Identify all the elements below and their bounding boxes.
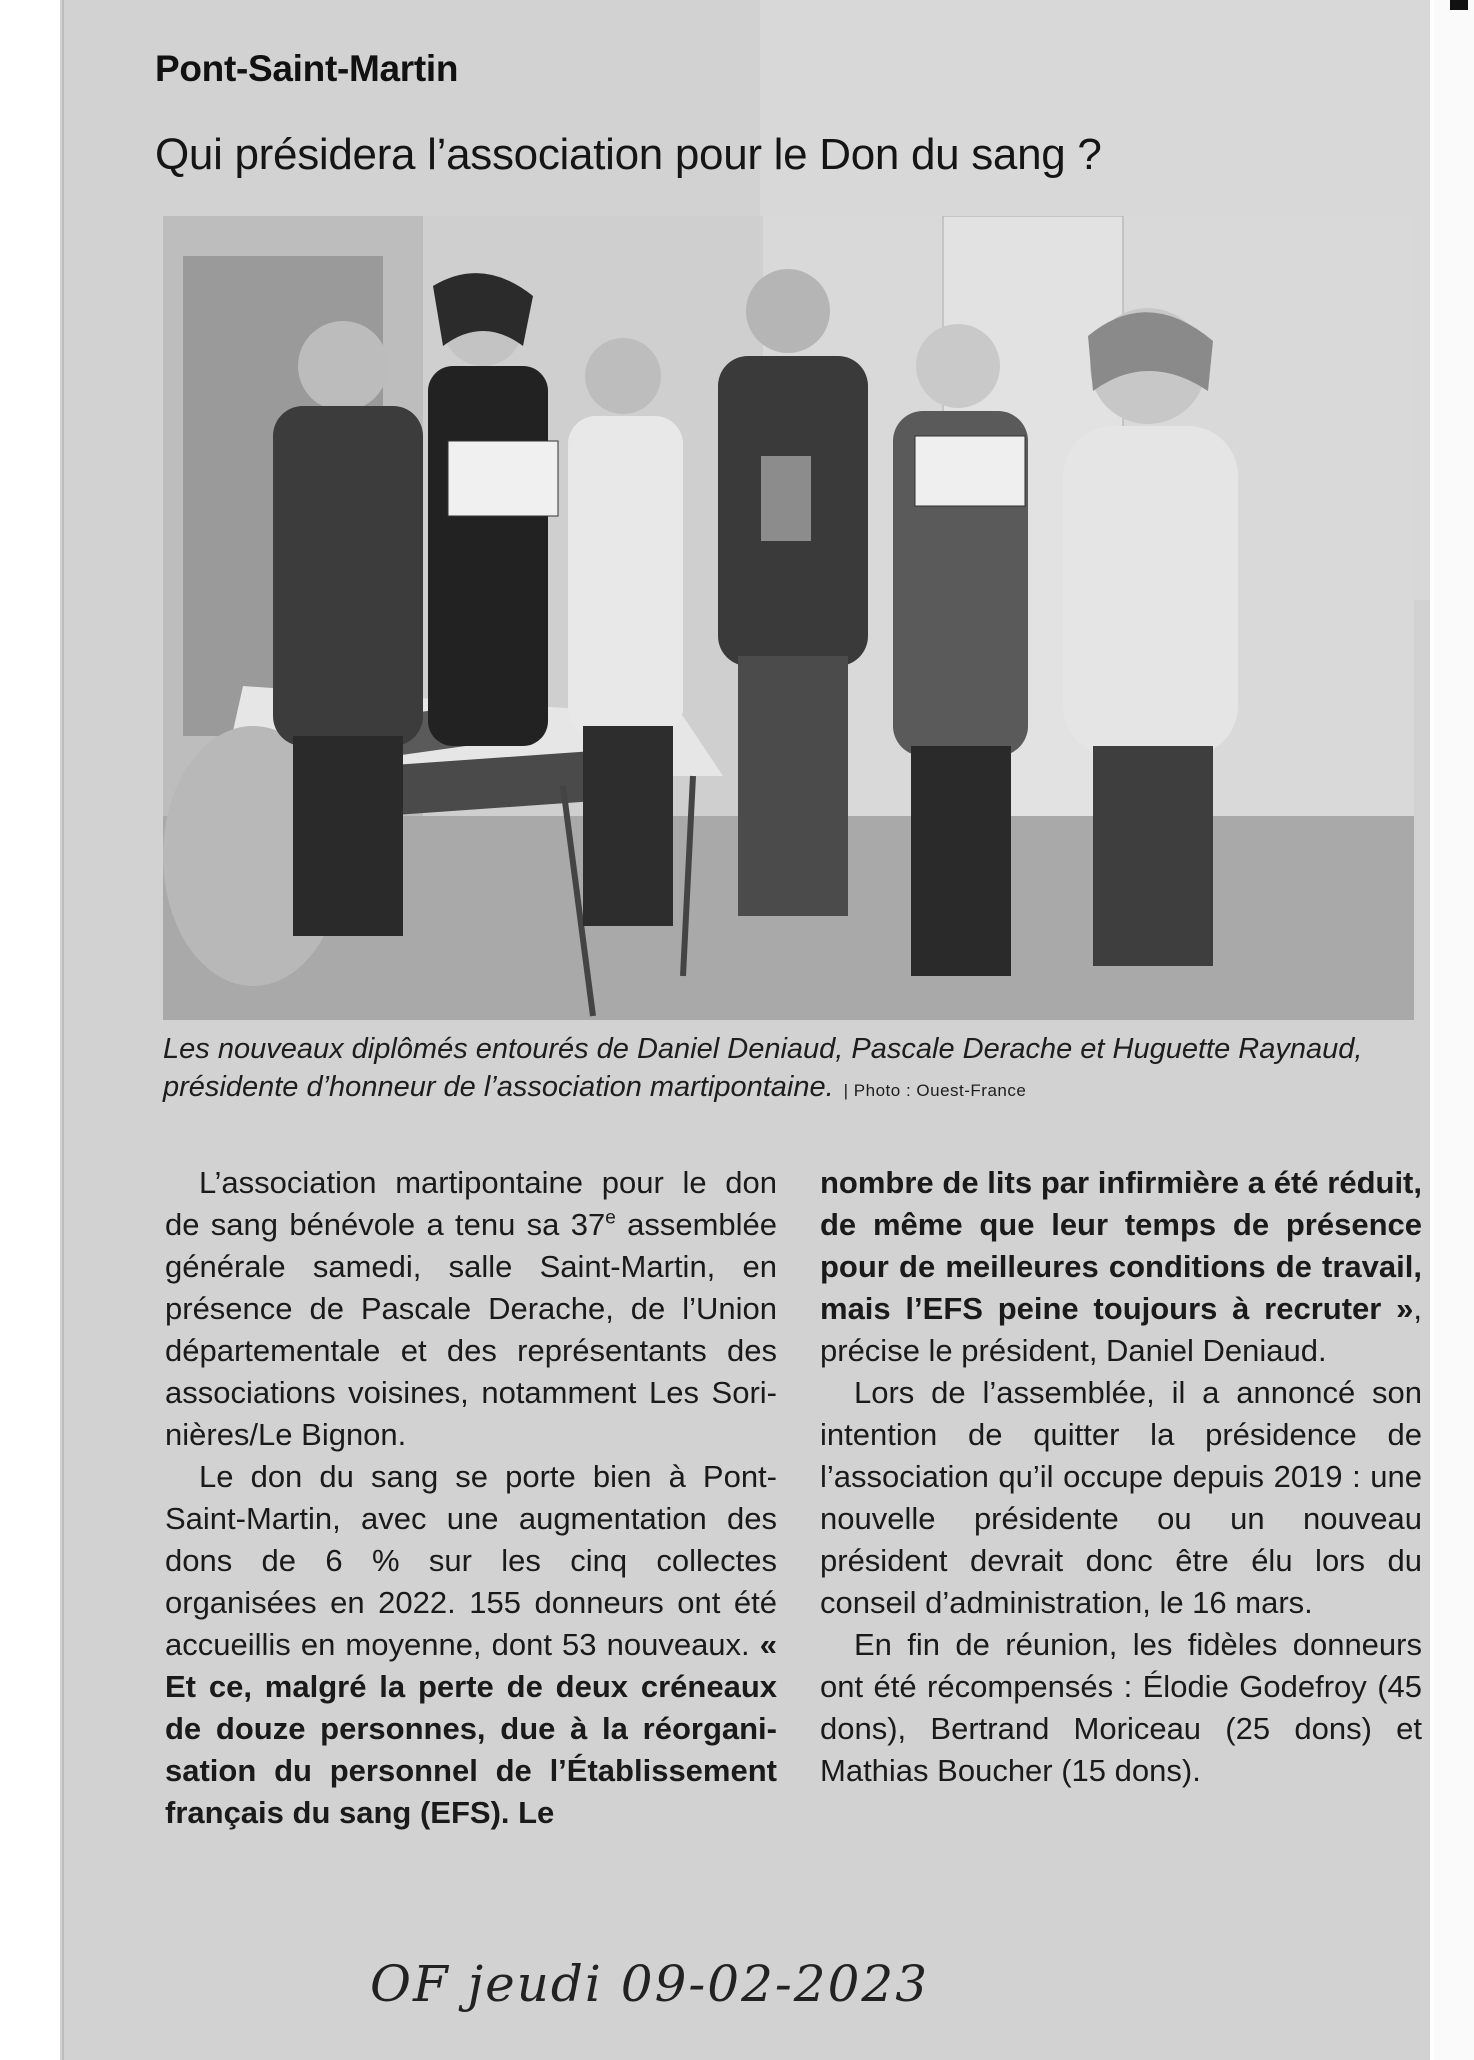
quote-bold: « Et ce, malgré la perte de deux créneaux de douze personnes, due à la réorganisation du personnel de l’Établissement français du sang (EFS). Le [165, 1627, 777, 1830]
article-column-1 [165, 1162, 777, 1834]
quote-bold: nombre de lits par infirmière a été réduit, de même que leur temps de présence pour de meilleures conditions de travail, mais l’EFS peine toujours à recruter » [820, 1165, 1422, 1326]
text-run: , précise le président, Daniel Deniaud. [820, 1291, 1422, 1368]
text-run: L’association martipontaine pour le don de sang bénévole a tenu sa 37 [165, 1165, 777, 1242]
text-run: Le don du sang se porte bien à Pont-Saint-Martin, avec une augmentation des dons de 6 % sur les cinq collectes organisées en 2022. 155 donneurs ont été accueillis en moyenne, dont 53 nouveaux. [165, 1459, 777, 1662]
right-margin [1434, 0, 1474, 2060]
group-photo-illustration [163, 216, 1414, 1020]
paragraph: En fin de réunion, les fidèles donneurs ont été récompensés : Élodie Godefroy (45 dons), Bertrand Moriceau (25 dons) et Mathias Boucher (15 dons). [820, 1627, 1422, 1788]
paragraph [820, 1162, 1422, 1372]
ordinal-suffix: e [605, 1207, 616, 1229]
text-run: assemblée générale samedi, salle Saint-Martin, en présence de Pascale Derache, de l’Union départementale et des représentants des associations voisines, notamment Les Sorinières/Le Bignon. [165, 1207, 778, 1452]
caption-text: Les nouveaux diplômés entourés de Daniel Deniaud, Pascale Derache et Huguette Raynaud, présidente d’honneur de l’association martipontaine. [163, 1033, 1363, 1103]
photo-credit: | Photo : Ouest-France [843, 1081, 1027, 1100]
article-headline: Qui présidera l’association pour le Don du sang ? [155, 130, 1102, 179]
paragraph [165, 1456, 777, 1834]
handwritten-date-note: OF jeudi 09-02-2023 [370, 1955, 930, 2013]
paragraph [165, 1162, 777, 1456]
clipping-edge [62, 0, 64, 2060]
paragraph: Lors de l’assemblée, il a annoncé son intention de quitter la présidence de l’association qu’il occupe depuis 2019 : une nouvelle présidente ou un nouveau président devrait donc être élu lors du conseil d’administration, le 16 mars. [820, 1375, 1422, 1620]
article-kicker: Pont-Saint-Martin [155, 48, 459, 89]
article-column-2 [820, 1162, 1422, 1792]
photo-caption [163, 1030, 1421, 1110]
page-margin [0, 0, 58, 2060]
article-photo [163, 216, 1414, 1020]
